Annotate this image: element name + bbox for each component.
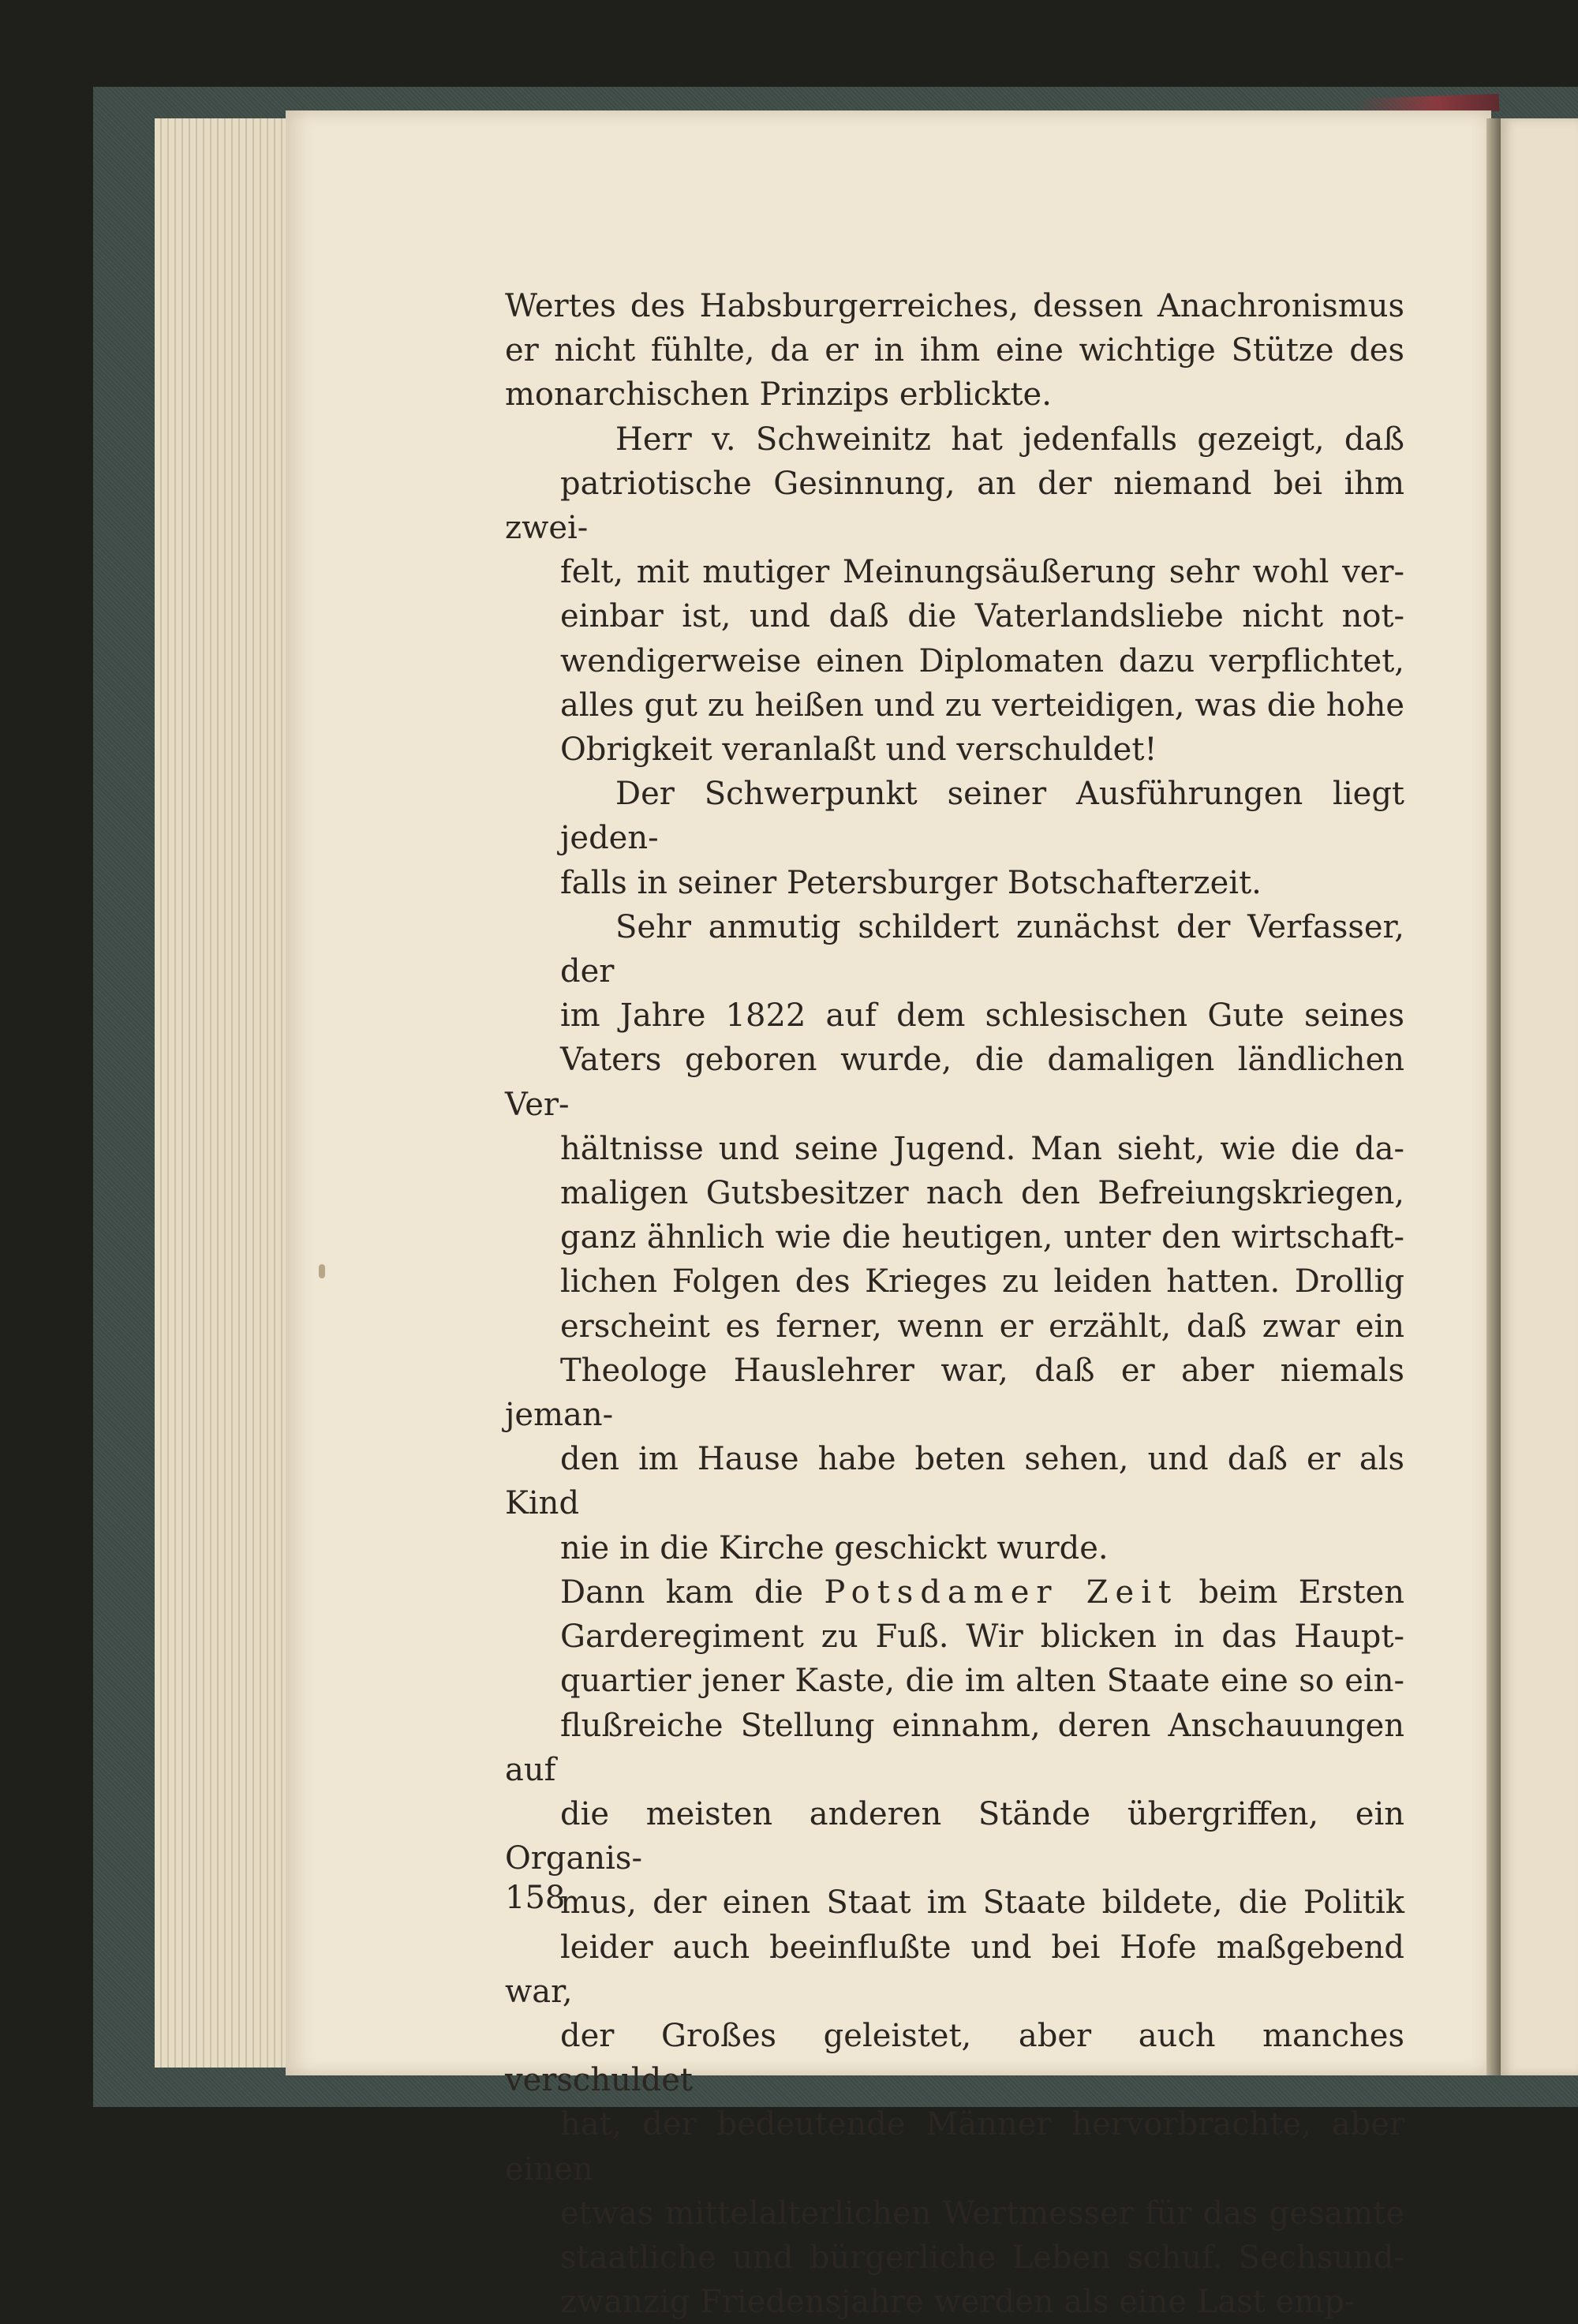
potsdam-lead: Dann kam die [560,1574,804,1611]
paragraph [505,417,1404,773]
text-line: die meisten anderen Stände übergriffen, ein Organis- [505,1795,1404,1877]
text-line: Wertes des Habsburgerreiches, dessen Anachronismus [505,288,1404,324]
paragraph [505,905,1404,1570]
text-line: einbar ist, und daß die Vaterlandsliebe nicht not- [560,598,1404,635]
page-number: 158 [505,1880,566,1916]
text-line: flußreiche Stellung einnahm, deren Anschauungen auf [505,1707,1404,1788]
text-line: hat, der bedeutende Männer hervorbrachte, aber einen [505,2106,1404,2187]
potsdam-tail: beim Ersten [1198,1574,1405,1611]
text-line: Herr v. Schweinitz hat jedenfalls gezeigt, daß [615,421,1404,458]
text-line: nie in die Kirche geschickt wurde. [560,1529,1109,1566]
text-line: Sehr anmutig schildert zunächst der Verfasser, der [560,908,1404,990]
text-line: er nicht fühlte, da er in ihm eine wichtige Stütze des [505,332,1404,369]
text-line: zwanzig Friedensjahre werden als eine Last emp- [560,2284,1356,2321]
text-line: Obrigkeit veranlaßt und verschuldet! [560,732,1157,769]
text-line: Vaters geboren wurde, die damaligen ländlichen Ver- [505,1042,1404,1123]
paragraph [505,772,1404,905]
text-line: staatliche und bürgerliche Leben schuf. Sechsund- [560,2239,1404,2276]
paper-blemish [319,1264,325,1278]
text-line: monarchischen Prinzips erblickte. [505,376,1052,414]
text-line: falls in seiner Petersburger Botschafterzeit. [560,864,1262,901]
facing-page-edge [1501,118,1578,2075]
text-line: mus, der einen Staat im Staate bildete, die Politik [560,1884,1404,1922]
text-line: der Großes geleistet, aber auch manches verschuldet [505,2017,1404,2099]
text-line: leider auch beeinflußte und bei Hofe maßgebend war, [505,1929,1404,2010]
page-edges [155,118,290,2068]
potsdam-emphasis: Potsdamer Zeit [824,1574,1179,1611]
text-line: alles gut zu heißen und zu verteidigen, was die hohe [560,687,1404,724]
text-line: Der Schwerpunkt seiner Ausführungen liegt jeden- [560,776,1404,857]
text-line: Garderegiment zu Fuß. Wir blicken in das Haupt- [560,1619,1404,1656]
text-line: ganz ähnlich wie die heutigen, unter den wirtschaft- [560,1219,1404,1256]
text-line: erscheint es ferner, wenn er erzählt, daß zwar ein [560,1308,1404,1345]
paragraph [505,284,1404,417]
text-line: hältnisse und seine Jugend. Man sieht, wie die da- [560,1130,1404,1167]
potsdam-lines [505,1619,1404,2320]
body-text [505,284,1404,2324]
text-line: lichen Folgen des Krieges zu leiden hatten. Drollig [560,1263,1404,1300]
text-line: im Jahre 1822 auf dem schlesischen Gute seines [560,997,1404,1035]
text-line: den im Hause habe beten sehen, und daß er als Kind [505,1441,1404,1522]
text-line: Theologe Hauslehrer war, daß er aber niemals jeman- [505,1352,1404,1434]
text-line: etwas mittelalterlichen Wertmesser für das gesamte [560,2195,1404,2232]
text-line: maligen Gutsbesitzer nach den Befreiungskriegen, [560,1175,1404,1212]
paragraph-potsdam [505,1570,1404,2324]
text-line: patriotische Gesinnung, an der niemand bei ihm zwei- [505,465,1404,547]
page-gutter [1486,118,1501,2075]
text-line: quartier jener Kaste, die im alten Staate eine so ein- [560,1663,1404,1700]
text-line: felt, mit mutiger Meinungsäußerung sehr wohl ver- [560,554,1404,591]
text-line: wendigerweise einen Diplomaten dazu verpflichtet, [560,642,1404,679]
